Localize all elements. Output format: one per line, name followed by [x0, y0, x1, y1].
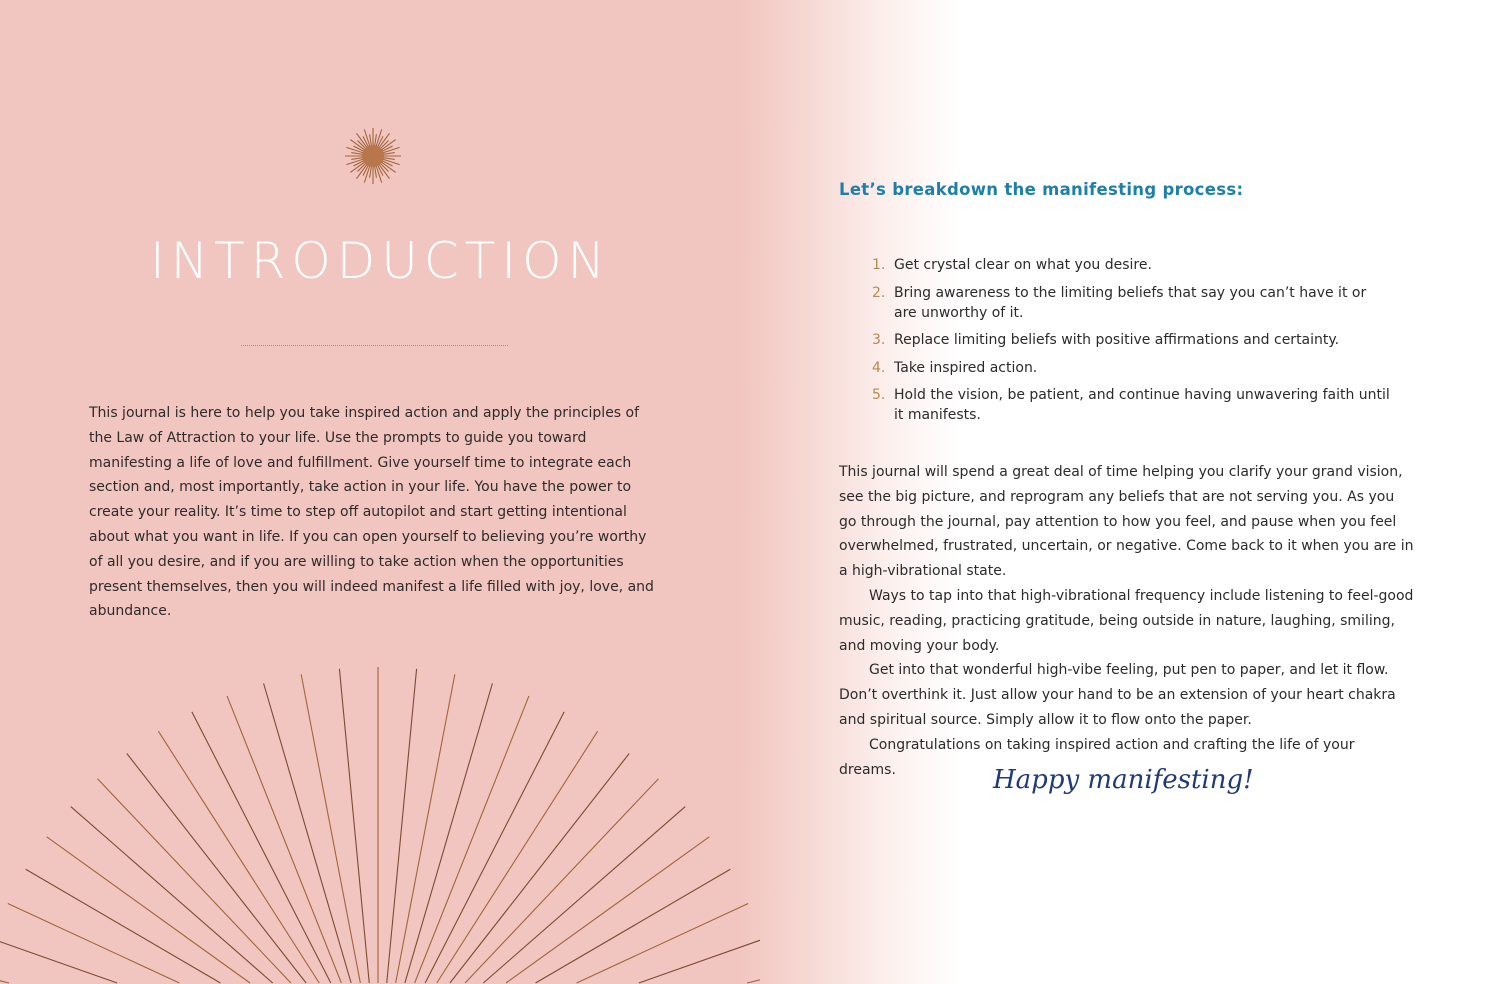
ray-line	[465, 779, 658, 983]
ray-line	[227, 696, 341, 983]
ray-line	[747, 976, 760, 983]
ray-line	[0, 976, 9, 983]
ray-line	[437, 731, 598, 983]
ray-line	[47, 837, 250, 983]
ray-line	[577, 903, 749, 983]
ray-line	[26, 869, 221, 983]
step-number: 3.	[872, 332, 886, 348]
ray-line	[71, 807, 273, 983]
section-heading: Let’s breakdown the manifesting process:	[839, 180, 1244, 199]
intro-paragraph: This journal is here to help you take inspired action and apply the principles of the Law of Attraction to your life. Use the prompts to guide you toward manifesting a life of love and fulfillment. Give yourself time to integrate each section and, most importantly, take action in your life. You have the power to create your reality. It’s time to step off autopilot and start getting intentional about what you want in life. If you can open yourself to believing you’re worthy of all you desire, and if you are willing to take action when the opportunities present themselves, then you will indeed manifest a life filled with joy, love, and abundance.	[89, 405, 654, 620]
ray-line	[192, 712, 331, 983]
paragraph: Ways to tap into that high-vibrational frequency include listening to feel-good music, reading, practicing gratitude, being outside in nature, laughing, smiling, and moving your body.	[839, 587, 1414, 654]
page-title: INTRODUCTION	[150, 232, 611, 290]
steps-list	[872, 255, 1392, 433]
ray-line	[301, 674, 360, 983]
ray-line	[387, 669, 417, 983]
ray-line	[339, 669, 369, 983]
step-text: Take inspired action.	[894, 359, 1038, 376]
list-item	[872, 358, 1392, 378]
ray-line	[450, 753, 629, 983]
ray-line	[506, 837, 709, 983]
list-item	[872, 330, 1392, 350]
step-number: 1.	[872, 257, 886, 273]
ray-line	[415, 696, 529, 983]
step-text: Replace limiting beliefs with positive affirmations and certainty.	[894, 332, 1340, 348]
ray-line	[158, 731, 319, 983]
ray-line	[127, 753, 306, 983]
ray-line	[536, 869, 731, 983]
paragraph: This journal will spend a great deal of time helping you clarify your grand vision, see the big picture, and reprogram any beliefs that are not serving you. As you go through the journal, pay attention to how you feel, and pause when you feel overwhelmed, frustrated, uncertain, or negative. Come back to it when you are in a high-vibrational state.	[839, 464, 1414, 580]
list-item	[872, 255, 1392, 275]
ray-line	[483, 807, 685, 983]
body-text	[839, 460, 1414, 782]
step-number: 5.	[872, 387, 886, 403]
paragraph: Get into that wonderful high-vibe feeling, put pen to paper, and let it flow. Don’t overthink it. Just allow your hand to be an extension of your heart chakra and spiritual source. Simply allow it to flow onto the paper.	[839, 662, 1396, 728]
step-text: Get crystal clear on what you desire.	[894, 257, 1152, 273]
ray-line	[98, 779, 291, 983]
ray-line	[8, 903, 180, 983]
ray-line	[425, 712, 564, 983]
list-item	[872, 385, 1392, 425]
paragraph: Congratulations on taking inspired action and crafting the life of your dreams.	[839, 736, 1355, 778]
list-item	[872, 283, 1392, 323]
step-text: Bring awareness to the limiting beliefs that say you can’t have it or are unworthy of it.	[894, 284, 1367, 321]
signature: Happy manifesting!	[993, 765, 1254, 795]
ray-line	[396, 674, 455, 983]
step-number: 4.	[872, 359, 886, 376]
step-number: 2.	[872, 284, 886, 301]
step-text: Hold the vision, be patient, and continue having unwavering faith until it manifests.	[894, 387, 1390, 423]
